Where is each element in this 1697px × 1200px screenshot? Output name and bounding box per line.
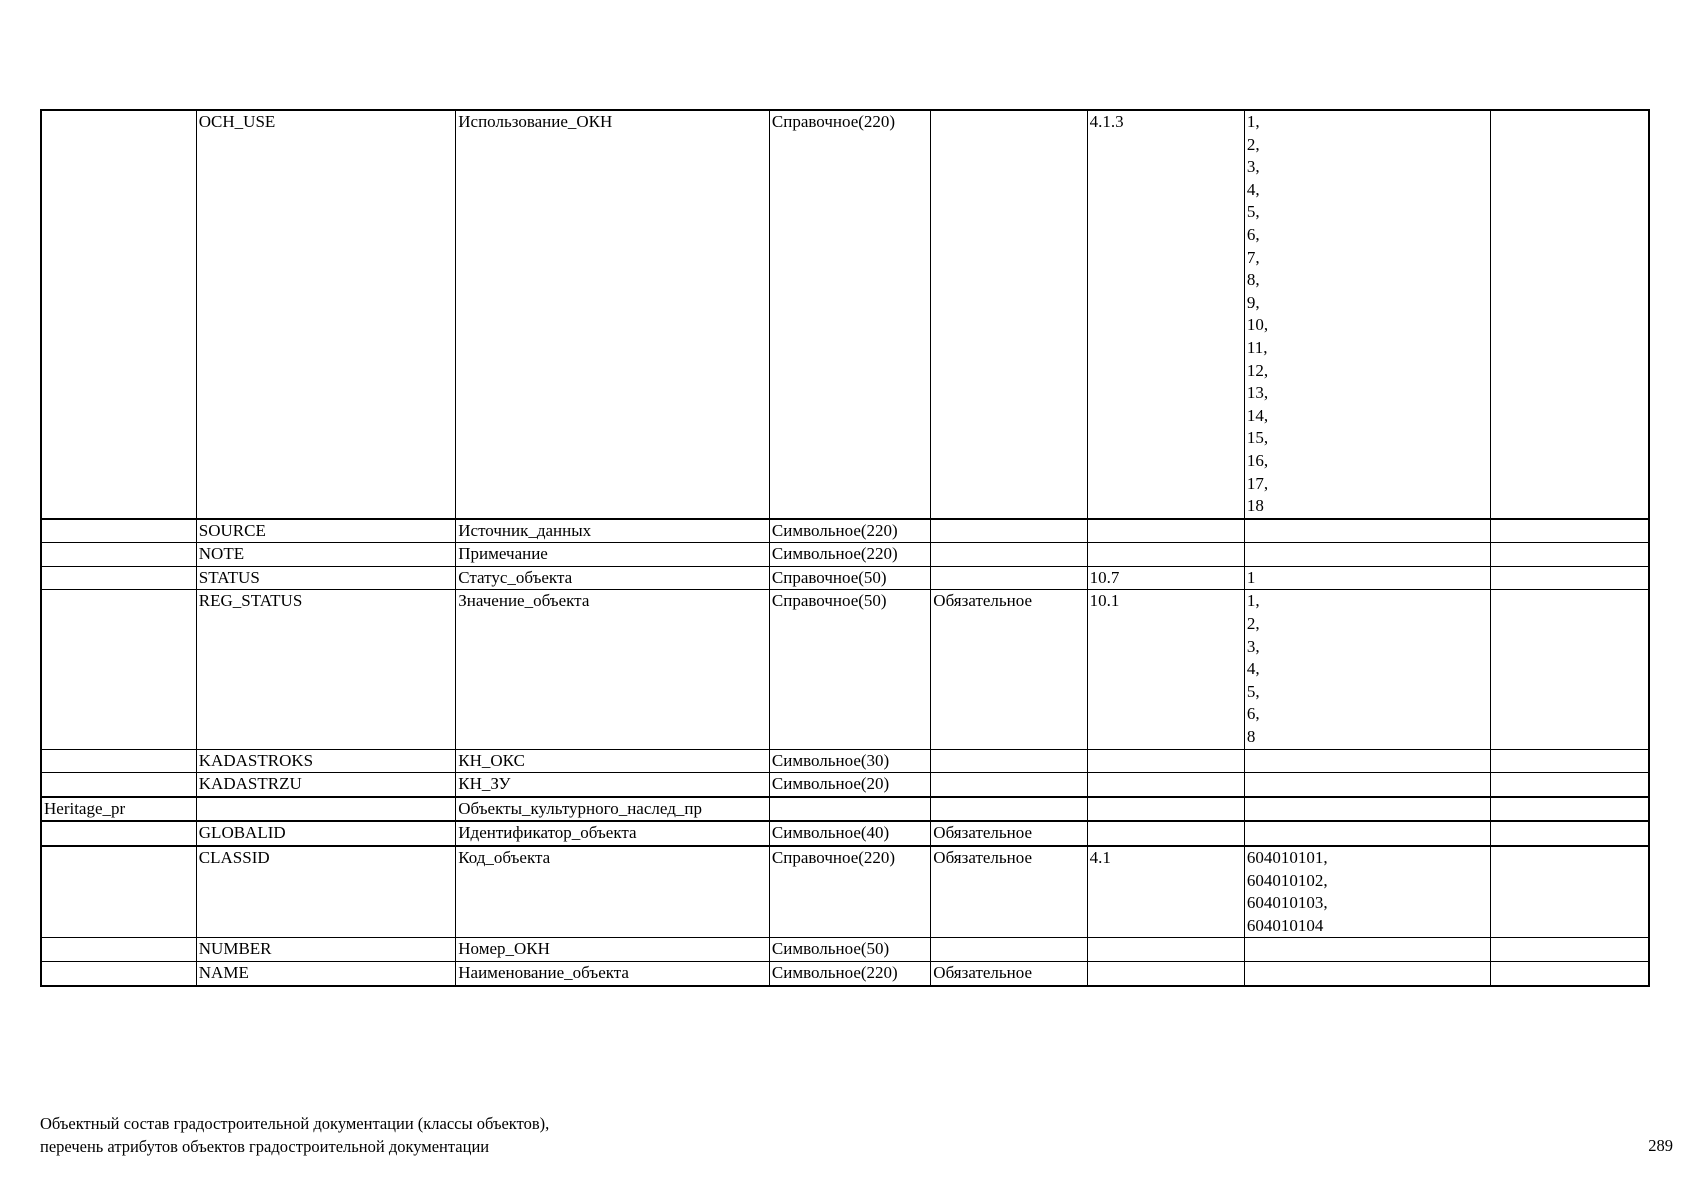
cell-requirement <box>931 821 1087 846</box>
cell-note <box>1491 749 1649 773</box>
cell-requirement <box>931 519 1087 543</box>
cell-class-name <box>41 749 196 773</box>
cell-reference-section <box>1087 938 1244 962</box>
cell-attribute-code <box>196 797 455 822</box>
attribute-name-text: КН_ЗУ <box>458 774 511 794</box>
attribute-name-text: Примечание <box>458 544 548 564</box>
cell-class-name <box>41 566 196 590</box>
data-type-text: Символьное(220) <box>771 962 898 982</box>
table-body <box>41 110 1649 986</box>
cell-requirement <box>931 749 1087 773</box>
cell-note <box>1491 519 1649 543</box>
data-type-text: Справочное(50) <box>771 567 887 587</box>
attribute-name-text: Код_объекта <box>458 848 551 867</box>
footer-caption-line-1: Объектный состав градостроительной документации (классы объектов), <box>40 1114 550 1133</box>
attribute-name-text: Источник_данных <box>458 520 592 540</box>
attributes-table <box>40 109 1650 987</box>
cell-attribute-code <box>196 590 455 749</box>
requirement-text: Обязательное <box>933 962 1033 982</box>
cell-attribute-code <box>196 749 455 773</box>
cell-reference-section <box>1087 749 1244 773</box>
cell-attribute-code <box>196 961 455 985</box>
cell-data-type <box>769 519 930 543</box>
cell-requirement <box>931 590 1087 749</box>
cell-attribute-name <box>456 938 770 962</box>
table-row <box>41 543 1649 567</box>
data-type-text: Символьное(40) <box>771 823 890 843</box>
allowed-values-text: 604010101, 604010102, 604010103, 604010104 <box>1246 848 1328 935</box>
data-type-text: Символьное(220) <box>771 520 898 540</box>
cell-class-name <box>41 590 196 749</box>
cell-reference-section <box>1087 797 1244 822</box>
requirement-text: Обязательное <box>933 823 1033 843</box>
data-type-text: Справочное(220) <box>771 848 896 867</box>
cell-reference-section <box>1087 961 1244 985</box>
cell-reference-section <box>1087 543 1244 567</box>
cell-note <box>1491 110 1649 519</box>
table-row <box>41 797 1649 822</box>
cell-allowed-values <box>1244 110 1490 519</box>
cell-allowed-values <box>1244 846 1490 938</box>
cell-data-type <box>769 821 930 846</box>
cell-allowed-values <box>1244 938 1490 962</box>
cell-class-name <box>41 110 196 519</box>
cell-class-name <box>41 519 196 543</box>
cell-attribute-name <box>456 566 770 590</box>
cell-attribute-code <box>196 110 455 519</box>
cell-note <box>1491 821 1649 846</box>
cell-attribute-name <box>456 110 770 519</box>
allowed-values-text: 1, 2, 3, 4, 5, 6, 8 <box>1246 591 1260 747</box>
cell-note <box>1491 797 1649 822</box>
reference-section-text: 4.1.3 <box>1089 112 1124 131</box>
attribute-code-text: KADASTROKS <box>198 750 314 770</box>
cell-attribute-code <box>196 938 455 962</box>
cell-data-type <box>769 938 930 962</box>
cell-requirement <box>931 773 1087 797</box>
cell-reference-section <box>1087 566 1244 590</box>
cell-requirement <box>931 961 1087 985</box>
cell-attribute-name <box>456 961 770 985</box>
cell-reference-section <box>1087 110 1244 519</box>
data-type-text: Символьное(20) <box>771 774 890 794</box>
table-row <box>41 846 1649 938</box>
cell-requirement <box>931 938 1087 962</box>
requirement-text: Обязательное <box>933 848 1033 867</box>
cell-allowed-values <box>1244 773 1490 797</box>
requirement-text: Обязательное <box>933 591 1033 611</box>
allowed-values-text: 1 <box>1246 567 1256 587</box>
cell-allowed-values <box>1244 543 1490 567</box>
attribute-code-text: STATUS <box>198 567 260 587</box>
reference-section-text: 10.1 <box>1089 591 1120 611</box>
cell-data-type <box>769 566 930 590</box>
attribute-name-text: Номер_ОКН <box>458 939 550 959</box>
attribute-code-text: GLOBALID <box>198 823 286 843</box>
footer-caption <box>40 1112 549 1158</box>
data-type-text: Символьное(220) <box>771 544 898 564</box>
table-row <box>41 590 1649 749</box>
attribute-code-text: NUMBER <box>198 939 272 959</box>
cell-data-type <box>769 797 930 822</box>
attribute-name-text: Наименование_объекта <box>458 962 629 982</box>
data-type-text: Справочное(50) <box>771 591 887 611</box>
attribute-code-text: NOTE <box>198 544 245 564</box>
cell-data-type <box>769 773 930 797</box>
footer-caption-line-2: перечень атрибутов объектов градостроительной документации <box>40 1137 490 1156</box>
cell-class-name <box>41 821 196 846</box>
data-type-text: Справочное(220) <box>771 112 896 131</box>
cell-attribute-name <box>456 590 770 749</box>
cell-note <box>1491 543 1649 567</box>
cell-allowed-values <box>1244 519 1490 543</box>
cell-note <box>1491 566 1649 590</box>
cell-data-type <box>769 846 930 938</box>
table-row <box>41 749 1649 773</box>
table-row <box>41 110 1649 519</box>
cell-attribute-code <box>196 519 455 543</box>
cell-class-name <box>41 846 196 938</box>
cell-data-type <box>769 543 930 567</box>
attribute-name-text: Статус_объекта <box>458 567 573 587</box>
data-type-text: Символьное(50) <box>771 939 890 959</box>
cell-data-type <box>769 110 930 519</box>
cell-allowed-values <box>1244 566 1490 590</box>
cell-attribute-name <box>456 821 770 846</box>
cell-note <box>1491 961 1649 985</box>
cell-attribute-code <box>196 543 455 567</box>
cell-reference-section <box>1087 773 1244 797</box>
attribute-code-text: REG_STATUS <box>198 591 303 611</box>
cell-class-name <box>41 797 196 822</box>
cell-reference-section <box>1087 519 1244 543</box>
reference-section-text: 4.1 <box>1089 848 1111 867</box>
cell-attribute-name <box>456 519 770 543</box>
attribute-code-text: SOURCE <box>198 520 266 540</box>
cell-data-type <box>769 590 930 749</box>
cell-class-name <box>41 543 196 567</box>
cell-requirement <box>931 797 1087 822</box>
cell-attribute-code <box>196 566 455 590</box>
cell-allowed-values <box>1244 749 1490 773</box>
cell-attribute-code <box>196 821 455 846</box>
cell-requirement <box>931 543 1087 567</box>
cell-note <box>1491 846 1649 938</box>
cell-allowed-values <box>1244 821 1490 846</box>
cell-allowed-values <box>1244 961 1490 985</box>
attribute-name-text: Идентификатор_объекта <box>458 823 637 843</box>
attribute-code-text: KADASTRZU <box>198 774 302 794</box>
cell-requirement <box>931 846 1087 938</box>
cell-note <box>1491 773 1649 797</box>
page-number: 289 <box>1648 1136 1673 1155</box>
cell-data-type <box>769 749 930 773</box>
table-row <box>41 566 1649 590</box>
attribute-code-text: OCH_USE <box>198 112 276 131</box>
data-type-text: Символьное(30) <box>771 750 890 770</box>
cell-attribute-name <box>456 846 770 938</box>
table-row <box>41 519 1649 543</box>
attribute-name-text: Использование_ОКН <box>458 112 613 131</box>
cell-attribute-code <box>196 846 455 938</box>
cell-requirement <box>931 566 1087 590</box>
cell-attribute-name <box>456 797 770 822</box>
cell-class-name <box>41 961 196 985</box>
cell-reference-section <box>1087 821 1244 846</box>
table-row <box>41 938 1649 962</box>
attribute-name-text: Объекты_культурного_наслед_пр <box>458 798 702 818</box>
cell-attribute-name <box>456 773 770 797</box>
table-row <box>41 961 1649 985</box>
attribute-name-text: Значение_объекта <box>458 591 590 611</box>
cell-allowed-values <box>1244 590 1490 749</box>
attribute-name-text: КН_ОКС <box>458 750 525 770</box>
cell-allowed-values <box>1244 797 1490 822</box>
cell-reference-section <box>1087 846 1244 938</box>
cell-reference-section <box>1087 590 1244 749</box>
cell-requirement <box>931 110 1087 519</box>
cell-class-name <box>41 773 196 797</box>
cell-attribute-code <box>196 773 455 797</box>
cell-note <box>1491 938 1649 962</box>
cell-class-name <box>41 938 196 962</box>
class-name-text: Heritage_pr <box>44 798 126 818</box>
cell-attribute-name <box>456 749 770 773</box>
table-row <box>41 821 1649 846</box>
table-row <box>41 773 1649 797</box>
allowed-values-text: 1, 2, 3, 4, 5, 6, 7, 8, 9, 10, 11, 12, 13, 14, 15, 16, 17, 18 <box>1246 112 1269 516</box>
attribute-code-text: CLASSID <box>198 848 270 867</box>
cell-data-type <box>769 961 930 985</box>
reference-section-text: 10.7 <box>1089 567 1120 587</box>
cell-note <box>1491 590 1649 749</box>
attribute-code-text: NAME <box>198 962 249 982</box>
cell-attribute-name <box>456 543 770 567</box>
